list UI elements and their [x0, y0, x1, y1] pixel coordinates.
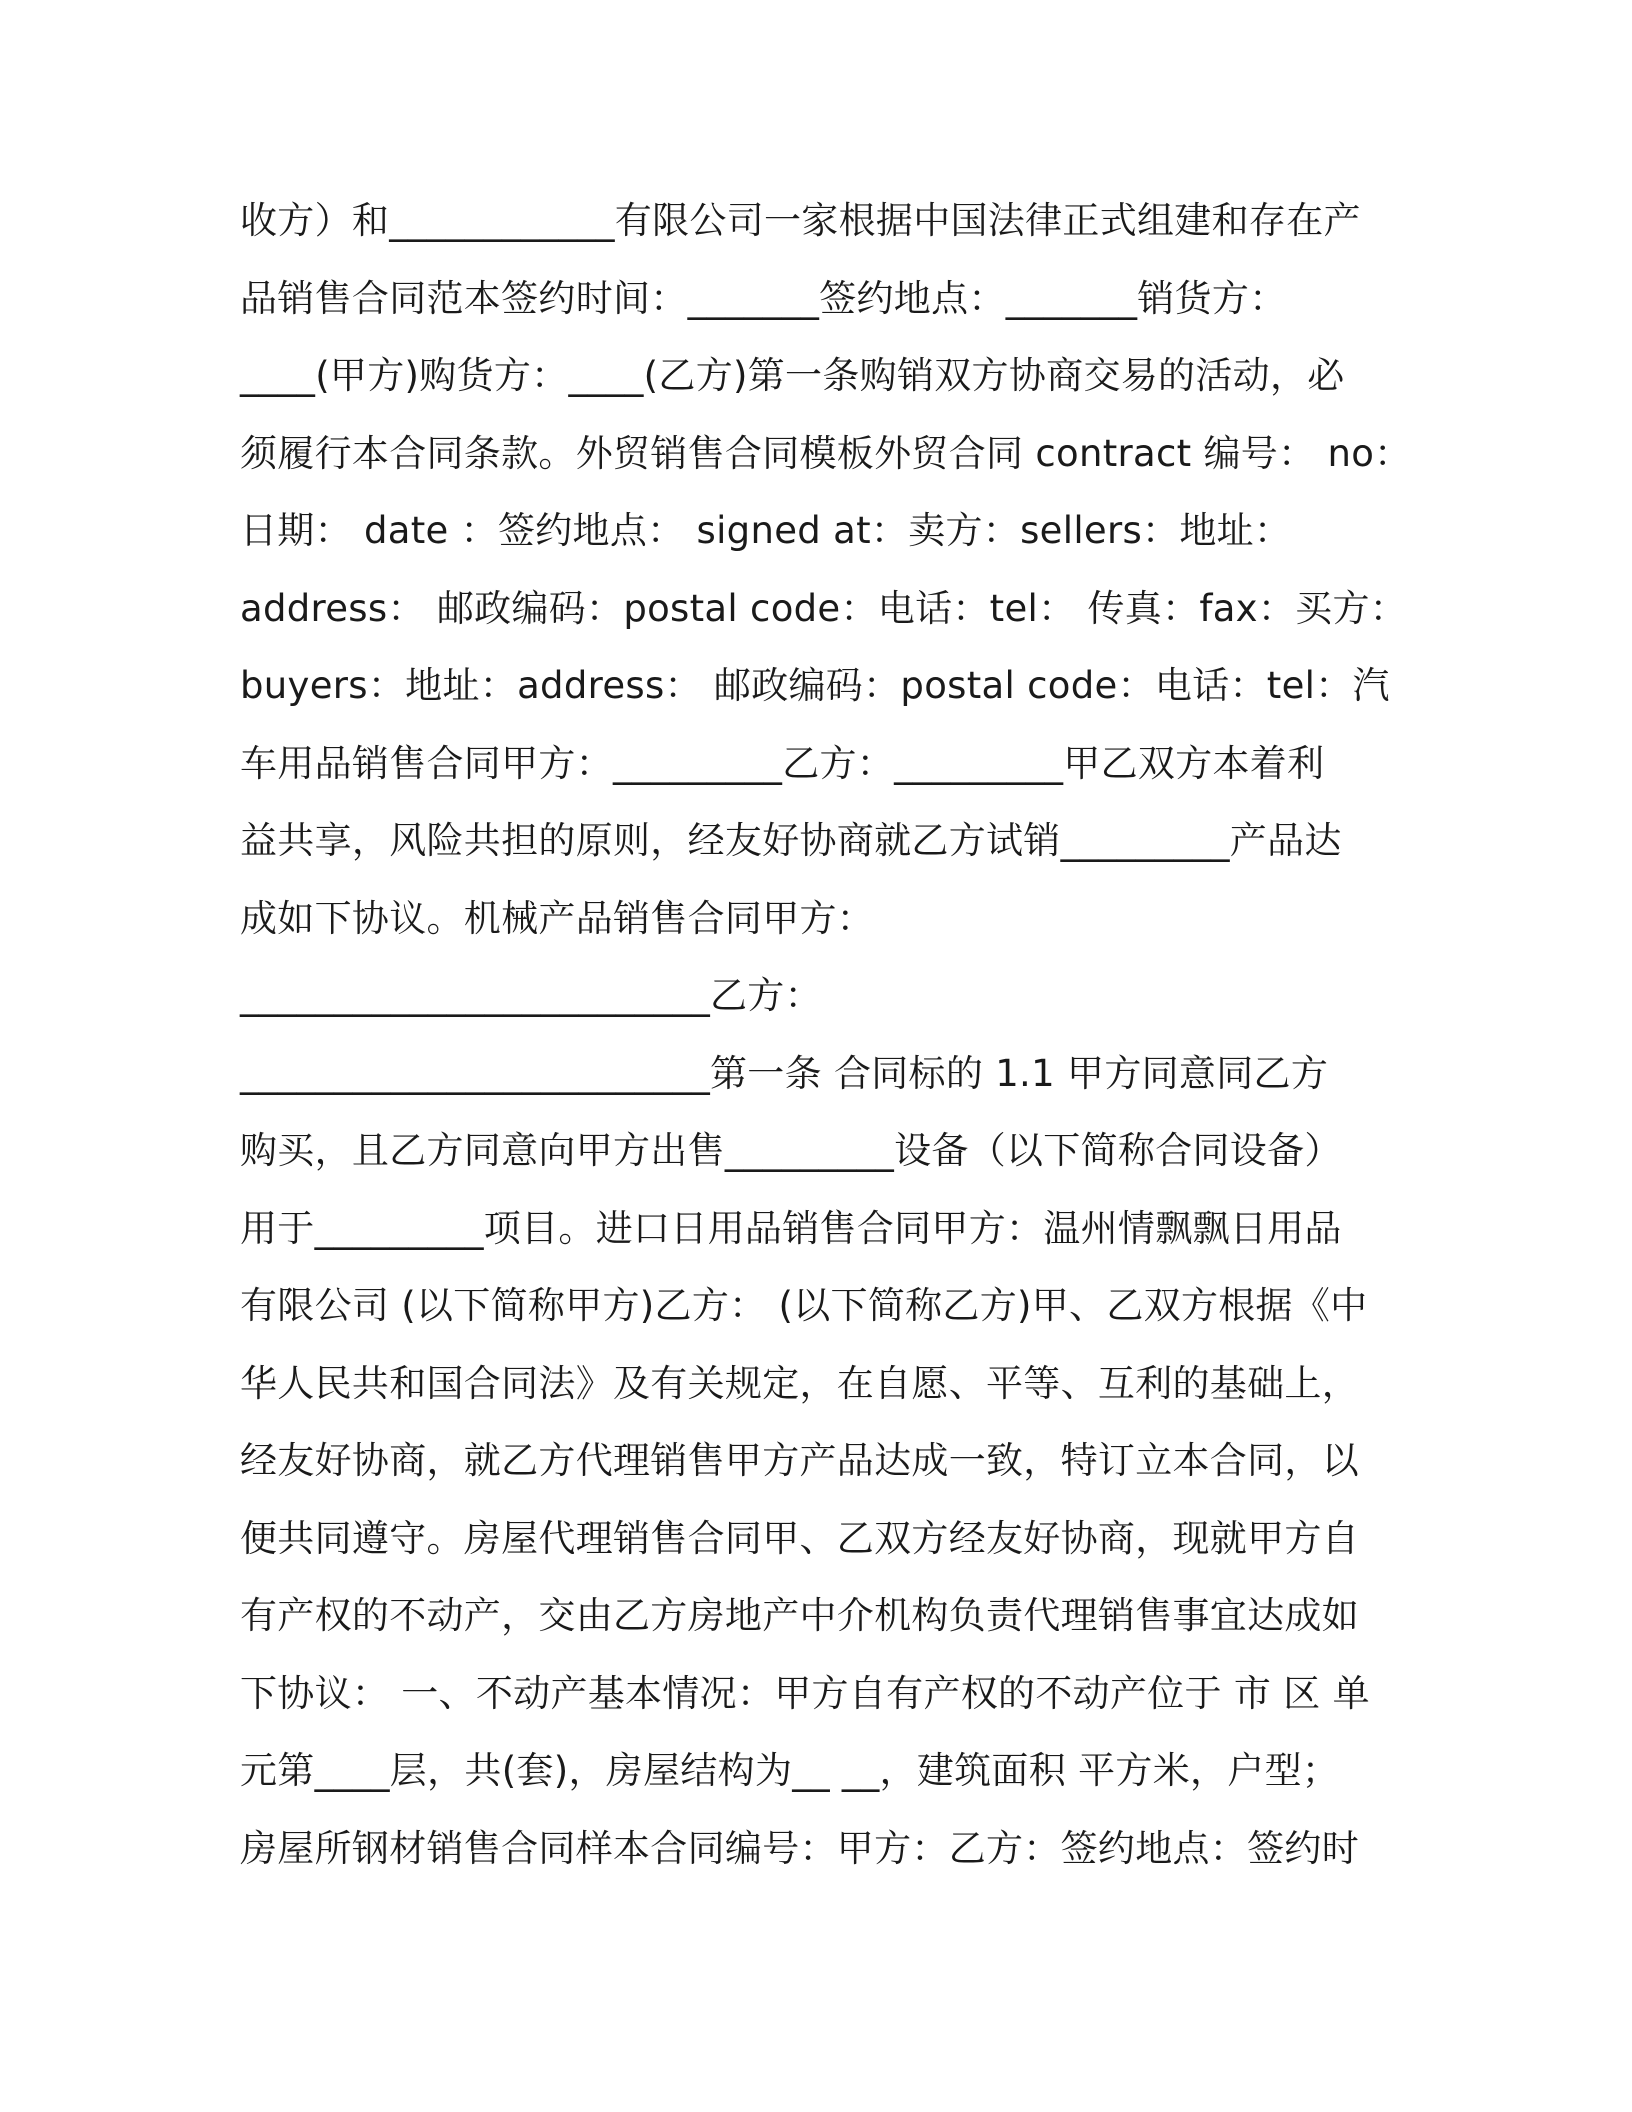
text-line: buyers：地址：address： 邮政编码：postal code：电话：tel：汽 [240, 664, 1390, 707]
text-line: 有产权的不动产，交由乙方房地产中介机构负责代理销售事宜达成如 [240, 1594, 1359, 1637]
text-line: 下协议： 一、不动产基本情况：甲方自有产权的不动产位于 市 区 单 [240, 1671, 1370, 1715]
text-line: 经友好协商，就乙方代理销售甲方产品达成一致，特订立本合同，以 [240, 1439, 1359, 1482]
text-line: 购买，且乙方同意向甲方出售_________设备（以下简称合同设备） [240, 1129, 1342, 1172]
text-line: 元第____层，共(套)，房屋结构为__ __，建筑面积 平方米，户型； [240, 1749, 1340, 1792]
text-line: 收方）和____________有限公司一家根据中国法律正式组建和存在产 [240, 199, 1361, 242]
text-line: 便共同遵守。房屋代理销售合同甲、乙双方经友好协商，现就甲方自 [240, 1516, 1359, 1560]
text-line: address： 邮政编码：postal code：电话：tel： 传真：fax：买方： [240, 586, 1408, 630]
text-line: 品销售合同范本签约时间：_______签约地点：_______销货方： [240, 276, 1287, 320]
text-line: 成如下协议。机械产品销售合同甲方： [240, 896, 875, 940]
text-line: 华人民共和国合同法》及有关规定，在自愿、平等、互利的基础上， [240, 1361, 1359, 1405]
text-line: 有限公司 (以下简称甲方)乙方： (以下简称乙方)甲、乙双方根据《中 [240, 1284, 1368, 1327]
text-line: _________________________乙方： [240, 974, 822, 1017]
text-line: _________________________第一条 合同标的 1.1 甲方同意同乙方 [240, 1051, 1329, 1095]
contract-text-body [240, 182, 1412, 1887]
text-line: 日期： date ：签约地点： signed at：卖方：sellers：地址： [240, 509, 1292, 552]
text-line: ____(甲方)购货方：____(乙方)第一条购销双方协商交易的活动，必 [240, 354, 1345, 397]
text-line: 须履行本合同条款。外贸销售合同模板外贸合同 contract 编号： no： [240, 431, 1412, 475]
text-line: 益共享，风险共担的原则，经友好协商就乙方试销_________产品达 [240, 819, 1342, 862]
text-line: 房屋所钢材销售合同样本合同编号：甲方：乙方：签约地点：签约时 [240, 1826, 1359, 1870]
text-line: 车用品销售合同甲方：_________乙方：_________甲乙双方本着利 [240, 741, 1325, 785]
text-line: 用于_________项目。进口日用品销售合同甲方：温州情飘飘日用品 [240, 1206, 1342, 1250]
